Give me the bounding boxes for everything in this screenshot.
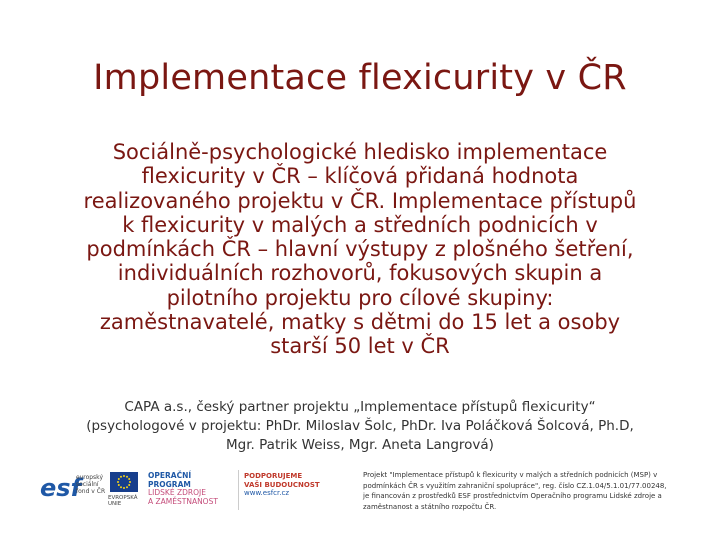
eu-flag-icon (110, 472, 138, 492)
project-info-line: podmínkách ČR s využitím zahraniční spolupráce", reg. číslo CZ.1.04/5.1.01/77.00248, (363, 481, 667, 490)
main-text-line: k flexicurity v malých a středních podnicích v (122, 212, 598, 237)
credit-line: Mgr. Patrik Weiss, Mgr. Aneta Langrová) (226, 437, 494, 453)
project-info-line: Projekt "Implementace přístupů k flexicurity v malých a středních podnicích (MSP) v (363, 471, 658, 479)
project-info-line: je financován z prostředků ESF prostřednictvím Operačního programu Lidské zdroje a (363, 492, 662, 500)
main-text-line: zaměstnavatelé, matky s dětmi do 15 let a osoby (99, 310, 621, 335)
esf-logo-letters: esf (40, 474, 82, 502)
op-logo-line: OPERAČNÍ PROGRAM (148, 471, 192, 489)
main-text-line: individuálních rozhovorů, fokusových skupin a (117, 261, 603, 286)
main-text-line: starší 50 let v ČR (270, 334, 450, 359)
page-title: Implementace flexicurity v ČR (93, 58, 627, 98)
main-text-line: podmínkách ČR – hlavní výstupy z plošného šetření, (86, 237, 634, 262)
main-text (48, 140, 672, 359)
op-logo (148, 472, 232, 506)
main-text-line: realizovaného projektu v ČR. Implementace přístupů (83, 188, 637, 213)
op-logo-line: A ZAMĚSTNANOST (148, 496, 218, 506)
op-logo-line: LIDSKÉ ZDROJE (148, 488, 206, 497)
credit-line: (psychologové v projektu: PhDr. Miloslav Šolc, PhDr. Iva Poláčková Šolcová, Ph.D, (86, 418, 634, 434)
support-logo-url: www.esfcr.cz (244, 489, 290, 497)
main-text-line: pilotního projektu pro cílové skupiny: (166, 285, 554, 310)
credit-line: CAPA a.s., český partner projektu „Implementace přístupů flexicurity“ (124, 399, 596, 415)
main-text-line: flexicurity v ČR – klíčová přidaná hodnota (141, 164, 579, 189)
project-info-line: zaměstnanost a státního rozpočtu ČR. (363, 502, 497, 511)
logo-divider (238, 470, 239, 510)
support-logo-line: PODPORUJEME (244, 472, 303, 480)
project-info (363, 470, 683, 512)
eu-caption: EVROPSKÁ UNIE (108, 495, 138, 507)
eu-stars-icon (110, 472, 138, 492)
support-logo (244, 472, 334, 498)
main-text-line: Sociálně-psychologické hledisko implementace (112, 140, 608, 164)
credit-block (40, 398, 680, 455)
support-logo-line: VAŠI BUDOUCNOST (244, 480, 320, 489)
logo-strip (40, 470, 345, 512)
esf-logo (40, 470, 106, 512)
esf-logo-caption: evropský sociální fond v ČR (76, 474, 106, 495)
